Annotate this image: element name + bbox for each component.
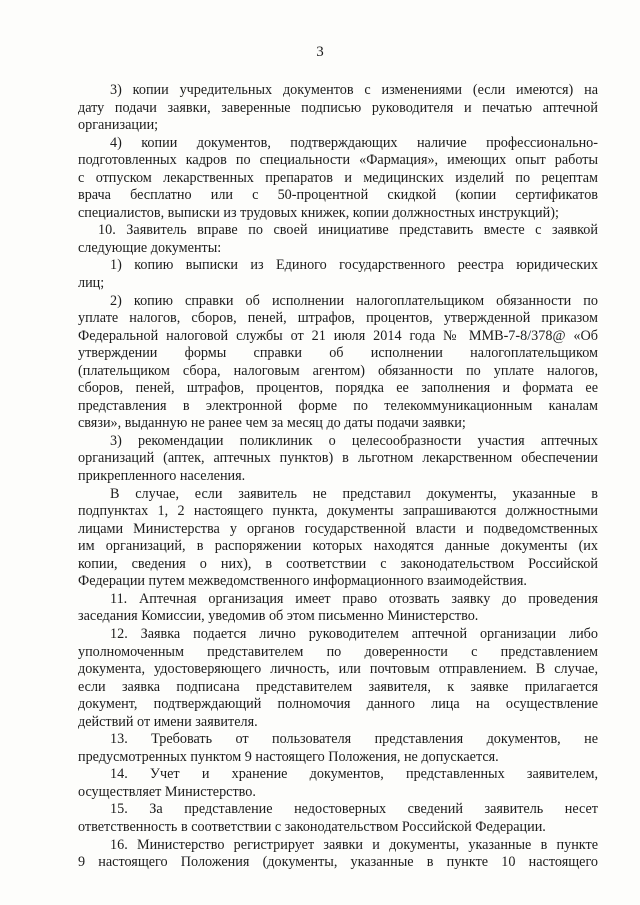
text-line: 3) рекомендации поликлиник о целесообразности участия аптечных — [110, 432, 598, 449]
text-line: заседания Комиссии, уведомив об этом письменно Министерство. — [78, 608, 479, 625]
text-line: уполномоченным представителем по доверенности с представлением — [78, 643, 598, 660]
text-line: Федеральной налоговой службы от 21 июля 2014 года № ММВ-7-8/378@ «Об — [78, 327, 598, 344]
text-line: (плательщиком сбора, налоговым агентом) обязанности по уплате налогов, — [78, 362, 598, 379]
text-line: с отпуском лекарственных препаратов и медицинских изделий по рецептам — [78, 169, 598, 186]
text-line: ответственность в соответствии с законодательством Российской Федерации. — [78, 818, 546, 835]
text-line: 3) копии учредительных документов с изменениями (если имеются) на — [110, 82, 598, 98]
text-line: 9 настоящего Положения (документы, указанные в пункте 10 настоящего — [78, 854, 598, 871]
text-line: документа, удостоверяющего личность, или почтовым отправлением. В случае, — [78, 661, 598, 678]
text-line: им организаций, в распоряжении которых находятся данные документы (их — [78, 538, 598, 555]
text-line: прикрепленного населения. — [78, 468, 246, 485]
text-line: Федерации путем межведомственного информационного взаимодействия. — [78, 573, 527, 590]
text-line: сборов, пеней, штрафов, процентов, порядка ее заполнения и формата ее — [78, 380, 598, 397]
text-line: организаций (аптек, аптечных пунктов) в льготном лекарственном обеспечении — [78, 450, 598, 467]
text-line: утверждении формы справки об исполнении налогоплательщиком — [78, 345, 598, 362]
text-line: дату подачи заявки, заверенные подписью руководителя и печатью аптечной — [78, 99, 598, 116]
text-line: 16. Министерство регистрирует заявки и документы, указанные в пункте — [110, 836, 598, 853]
text-line: 2) копию справки об исполнении налогоплательщиком обязанности по — [110, 292, 598, 309]
text-line: подпунктах 1, 2 настоящего пункта, документы запрашиваются должностными — [78, 503, 598, 520]
text-line: 1) копию выписки из Единого государственного реестра юридических — [110, 257, 598, 274]
text-line: подготовленных кадров по специальности «Фармация», имеющих опыт работы — [78, 152, 598, 169]
text-line: врача бесплатно или с 50-процентной скидкой (копии сертификатов — [78, 187, 598, 204]
text-line: 4) копии документов, подтверждающих наличие профессионально- — [110, 134, 598, 151]
page-number: 3 — [316, 44, 324, 60]
text-line: уплате налогов, сборов, пеней, штрафов, процентов, утвержденной приказом — [78, 310, 598, 327]
text-line: 15. За представление недостоверных сведений заявитель несет — [110, 801, 598, 818]
document-body — [78, 82, 598, 872]
text-line: лицами Министерства у органов государственной власти и подведомственных — [78, 520, 598, 537]
text-line: 14. Учет и хранение документов, представленных заявителем, — [110, 766, 598, 783]
text-line: действий от имени заявителя. — [78, 713, 258, 730]
text-line: 13. Требовать от пользователя представления документов, не — [110, 731, 598, 748]
text-line: В случае, если заявитель не представил документы, указанные в — [110, 485, 598, 502]
text-line: специалистов, выписки из трудовых книжек, копии должностных инструкций); — [78, 204, 559, 221]
text-line: если заявка подписана представителем заявителя, к заявке прилагается — [78, 678, 598, 695]
text-line: копии, сведения о них), в соответствии с законодательством Российской — [78, 555, 598, 572]
text-line: организации; — [78, 117, 159, 134]
text-line: представления в электронной форме по телекоммуникационным каналам — [78, 397, 598, 414]
text-line: связи», выданную не ранее чем за месяц до даты подачи заявки; — [78, 415, 466, 432]
text-line: 11. Аптечная организация имеет право отозвать заявку до проведения — [110, 590, 598, 607]
text-line: следующие документы: — [78, 239, 222, 256]
text-line: документ, подтверждающий полномочия данного лица на осуществление — [78, 696, 598, 713]
text-line: лиц; — [78, 275, 105, 292]
text-line: 10. Заявитель вправе по своей инициативе представить вместе с заявкой — [98, 222, 598, 239]
text-line: 12. Заявка подается лично руководителем аптечной организации либо — [110, 625, 598, 642]
text-line: предусмотренных пунктом 9 настоящего Положения, не допускается. — [78, 748, 499, 765]
text-line: осуществляет Министерство. — [78, 783, 256, 800]
